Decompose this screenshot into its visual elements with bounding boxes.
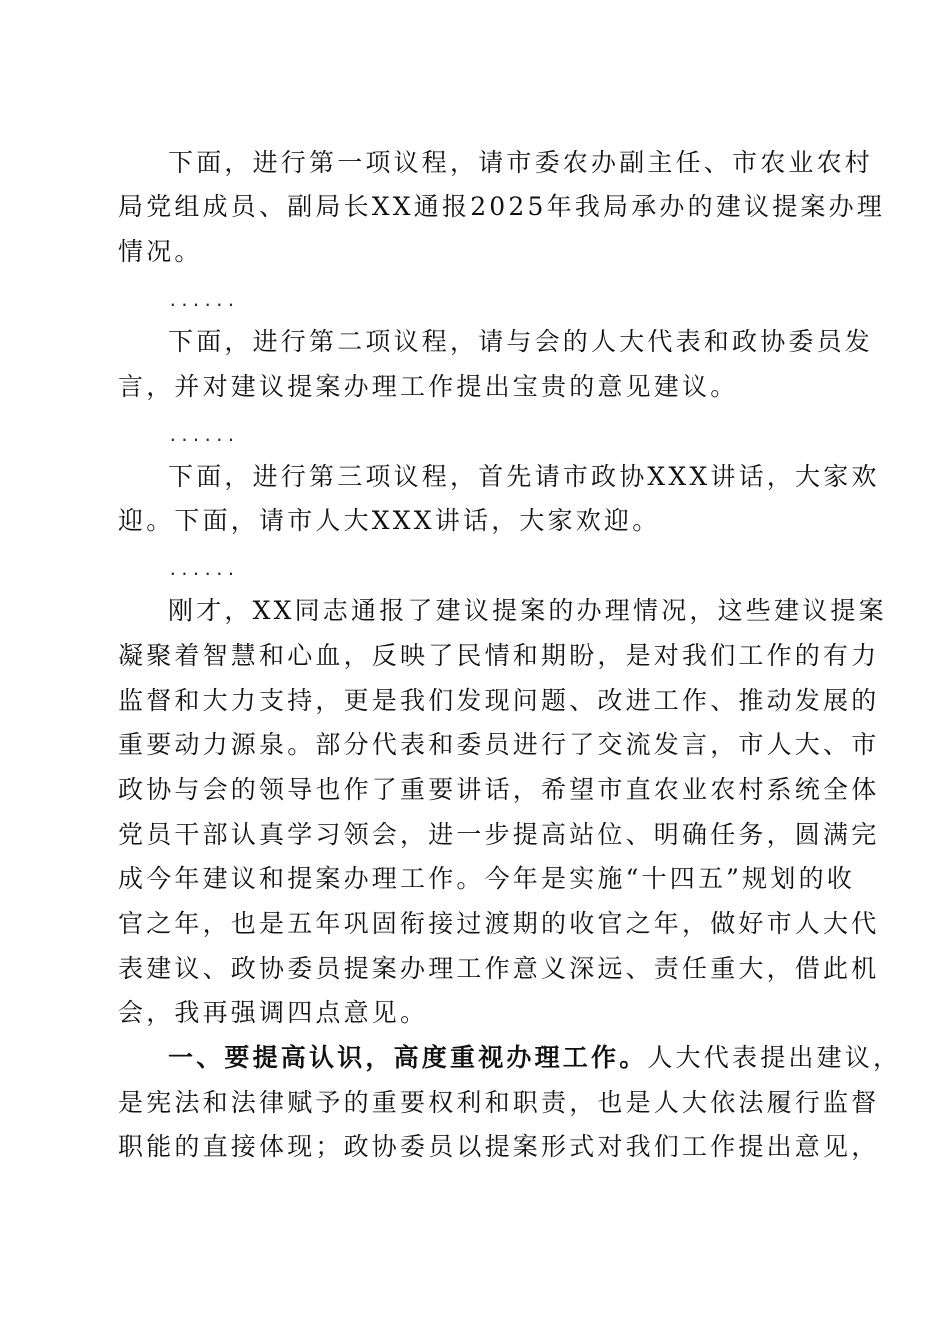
ellipsis-1: ...... bbox=[168, 291, 238, 310]
paragraph-4-line-4: 重要动力源泉。部分代表和委员进行了交流发言，市人大、市 bbox=[118, 730, 880, 759]
paragraph-4-line-6: 党员干部认真学习领会，进一步提高站位、明确任务，圆满完 bbox=[118, 820, 880, 849]
paragraph-4-line-7: 成今年建议和提案办理工作。今年是实施“十四五”规划的收 bbox=[118, 864, 855, 893]
paragraph-4-line-5: 政协与会的领导也作了重要讲话，希望市直农业农村系统全体 bbox=[118, 775, 880, 804]
paragraph-5-line-1 bbox=[168, 1043, 901, 1073]
paragraph-1-line-1: 下面，进行第一项议程，请市委农办副主任、市农业农村 bbox=[168, 148, 874, 177]
paragraph-3-line-2: 迎。下面，请市人大XXX讲话，大家欢迎。 bbox=[118, 506, 661, 535]
paragraph-4-line-3: 监督和大力支持，更是我们发现问题、改进工作、推动发展的 bbox=[118, 686, 880, 715]
paragraph-2-line-2: 言，并对建议提案办理工作提出宝贵的意见建议。 bbox=[118, 372, 739, 401]
paragraph-5-line-3: 职能的直接体现；政协委员以提案形式对我们工作提出意见， bbox=[118, 1132, 880, 1161]
paragraph-2-line-1: 下面，进行第二项议程，请与会的人大代表和政协委员发 bbox=[168, 327, 874, 356]
paragraph-4-line-9: 表建议、政协委员提案办理工作意义深远、责任重大，借此机 bbox=[118, 954, 880, 983]
paragraph-3-line-1: 下面，进行第三项议程，首先请市政协XXX讲话，大家欢 bbox=[168, 462, 880, 491]
paragraph-4-line-2: 凝聚着智慧和心血，反映了民情和期盼，是对我们工作的有力 bbox=[118, 641, 880, 670]
paragraph-5-line-1-rest: 人大代表提出建议， bbox=[647, 1043, 902, 1072]
paragraph-4-line-10: 会，我再强调四点意见。 bbox=[118, 998, 429, 1027]
paragraph-1-line-2: 局党组成员、副局长XX通报2025年我局承办的建议提案办理 bbox=[118, 192, 886, 221]
section-heading-1: 一、要提高认识，高度重视办理工作。 bbox=[168, 1043, 648, 1072]
paragraph-4-line-1: 刚才，XX同志通报了建议提案的办理情况，这些建议提案 bbox=[168, 596, 887, 625]
paragraph-4-line-8: 官之年，也是五年巩固衔接过渡期的收官之年，做好市人大代 bbox=[118, 909, 880, 938]
paragraph-1-line-3: 情况。 bbox=[118, 237, 203, 266]
ellipsis-2: ...... bbox=[168, 426, 238, 445]
paragraph-5-line-2: 是宪法和法律赋予的重要权利和职责，也是人大依法履行监督 bbox=[118, 1088, 880, 1117]
ellipsis-3: ...... bbox=[168, 560, 238, 579]
